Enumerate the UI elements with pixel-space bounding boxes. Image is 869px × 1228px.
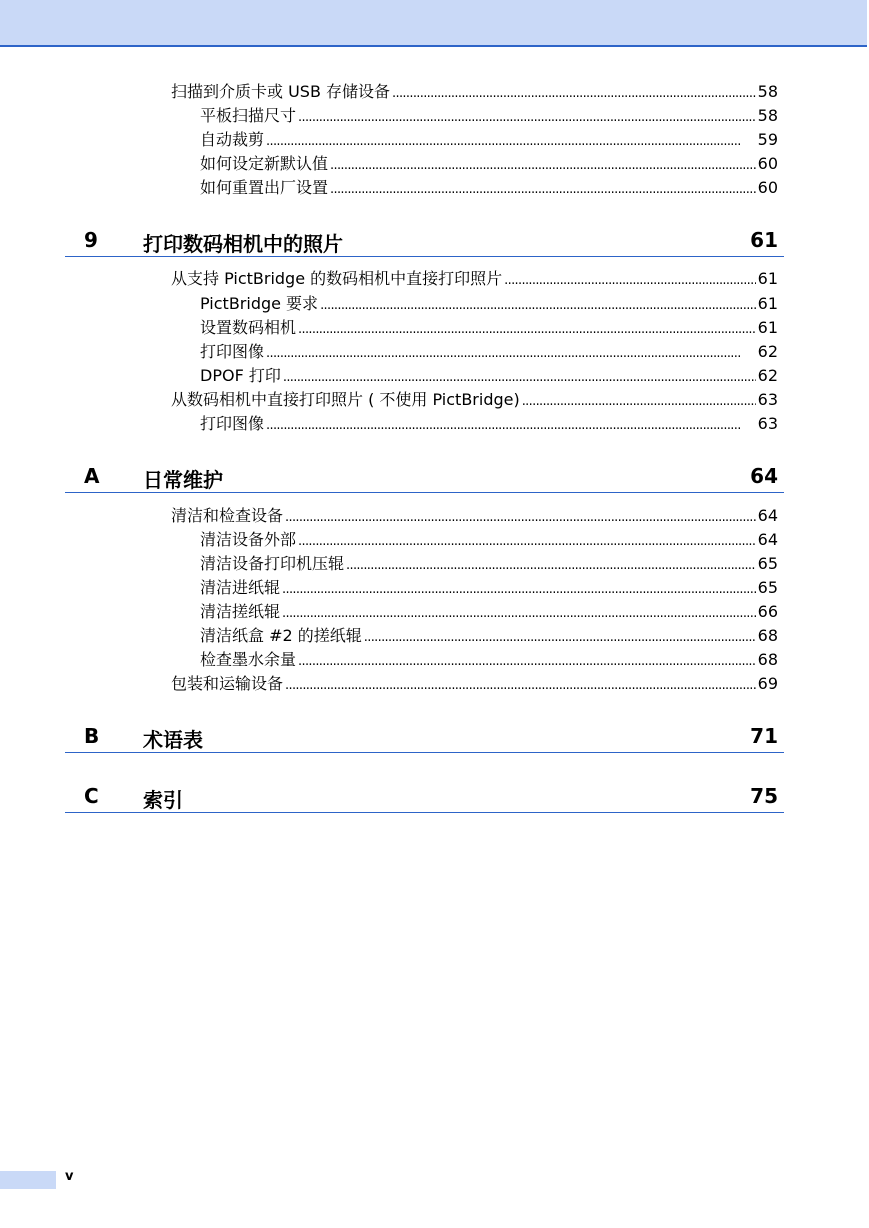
toc-entry-page: 58 [757,82,778,101]
toc-entry[interactable] [200,366,778,388]
toc-entry-title: 打印图像 [200,414,265,433]
toc-entry-page: 60 [757,178,778,197]
toc-entry-title: 清洁纸盒 #2 的搓纸辊 [200,626,362,645]
header-band [0,0,867,47]
toc-entry-page: 65 [757,578,778,597]
toc-entry-page: 60 [757,154,778,173]
toc-entry-page: 61 [757,269,778,288]
toc-entry-page: 64 [757,506,778,525]
footer-tab [0,1171,56,1189]
leader-dots [392,82,756,104]
leader-dots [330,178,756,200]
leader-dots [266,130,756,152]
toc-entry-title: 包装和运输设备 [171,674,284,693]
toc-entry-title: 从数码相机中直接打印照片 ( 不使用 PictBridge) [171,390,520,409]
leader-dots [320,294,756,316]
toc-entry-page: 63 [757,390,778,409]
toc-entry-title: 清洁设备外部 [200,530,297,549]
chapter-number: A [84,464,100,488]
toc-entry-title: 打印图像 [200,342,265,361]
leader-dots [283,366,756,388]
toc-entry-title: DPOF 打印 [200,366,281,385]
toc-entry[interactable] [171,674,778,696]
leader-dots [346,554,756,576]
leader-dots [282,578,756,600]
leader-dots [298,106,756,128]
toc-entry[interactable] [200,154,778,176]
chapter-number: 9 [84,228,98,252]
leader-dots [522,390,756,412]
toc-entry[interactable] [200,530,778,552]
toc-entry-title: 设置数码相机 [200,318,297,337]
toc-entry-page: 66 [757,602,778,621]
toc-entry-page: 64 [757,530,778,549]
chapter-number: C [84,784,99,808]
toc-entry-title: 清洁搓纸辊 [200,602,281,621]
chapter-heading[interactable] [65,722,784,753]
toc-entry-page: 61 [757,318,778,337]
chapter-title: 日常维护 [143,468,223,492]
chapter-heading[interactable] [65,462,784,493]
leader-dots [364,626,756,648]
toc-entry-title: PictBridge 要求 [200,294,319,313]
chapter-title: 索引 [143,788,183,812]
toc-entry-page: 62 [757,366,778,385]
leader-dots [298,530,756,552]
chapter-heading[interactable] [65,782,784,813]
leader-dots [282,602,756,624]
leader-dots [298,650,756,672]
toc-entry[interactable] [200,650,778,672]
chapter-title: 打印数码相机中的照片 [143,232,343,256]
chapter-page: 75 [750,784,778,808]
leader-dots [298,318,756,340]
toc-entry[interactable] [171,269,778,291]
toc-entry-title: 如何设定新默认值 [200,154,329,173]
leader-dots [504,269,755,291]
toc-entry-title: 清洁进纸辊 [200,578,281,597]
toc-entry[interactable] [200,106,778,128]
toc-entry[interactable] [200,130,778,152]
toc-entry-page: 68 [757,626,778,645]
toc-entry-page: 68 [757,650,778,669]
toc-entry[interactable] [200,318,778,340]
toc-entry[interactable] [200,342,778,364]
toc-entry[interactable] [200,178,778,200]
toc-entry[interactable] [171,390,778,412]
toc-entry-title: 平板扫描尺寸 [200,106,297,125]
chapter-number: B [84,724,100,748]
toc-entry-page: 65 [757,554,778,573]
toc-entry-page: 61 [757,294,778,313]
toc-entry-title: 清洁设备打印机压辊 [200,554,345,573]
toc-entry-title: 扫描到介质卡或 USB 存储设备 [171,82,391,101]
chapter-title: 术语表 [143,728,203,752]
page-number: v [65,1169,74,1184]
leader-dots [285,506,756,528]
toc-entry-page: 58 [757,106,778,125]
leader-dots [330,154,756,176]
toc-entry-title: 检查墨水余量 [200,650,297,669]
leader-dots [285,674,756,696]
toc-entry-page: 69 [757,674,778,693]
toc-entry[interactable] [200,626,778,648]
chapter-page: 71 [750,724,778,748]
toc-entry-page: 63 [757,414,778,433]
toc-entry[interactable] [200,578,778,600]
chapter-heading[interactable] [65,226,784,257]
toc-entry[interactable] [200,554,778,576]
chapter-page: 61 [750,228,778,252]
toc-entry[interactable] [200,602,778,624]
toc-entry[interactable] [200,414,778,436]
toc-entry-page: 62 [757,342,778,361]
toc-entry-title: 从支持 PictBridge 的数码相机中直接打印照片 [171,269,503,288]
toc-entry-title: 清洁和检查设备 [171,506,284,525]
toc-entry[interactable] [171,506,778,528]
leader-dots [266,342,756,364]
chapter-page: 64 [750,464,778,488]
toc-entry[interactable] [171,82,778,104]
toc-entry-page: 59 [757,130,778,149]
toc-entry-title: 自动裁剪 [200,130,265,149]
toc-entry[interactable] [200,294,778,316]
leader-dots [266,414,756,436]
toc-entry-title: 如何重置出厂设置 [200,178,329,197]
